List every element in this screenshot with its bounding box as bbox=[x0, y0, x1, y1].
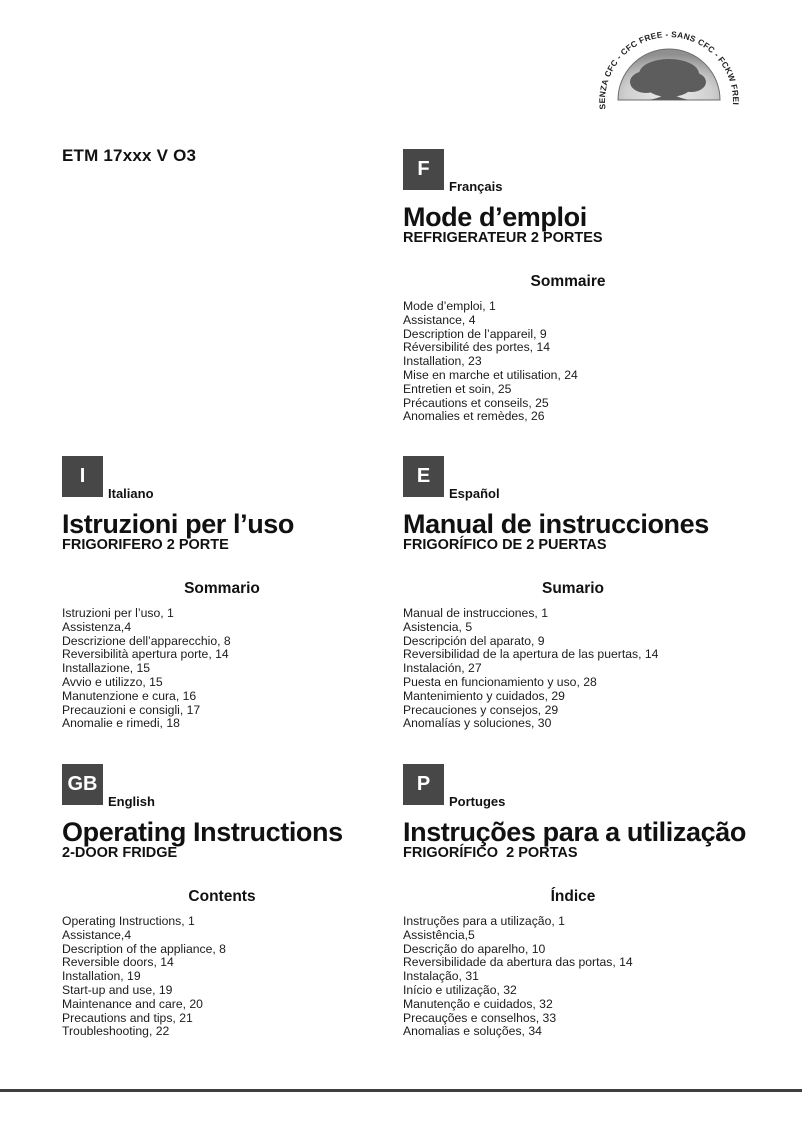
toc-item: Reversibilidad de la apertura de las puertas, 14 bbox=[403, 647, 659, 662]
toc-item: Maintenance and care, 20 bbox=[62, 996, 203, 1011]
toc-item: Anomalias e soluções, 34 bbox=[403, 1024, 542, 1039]
toc-heading: Sommario bbox=[184, 580, 260, 597]
toc-list bbox=[403, 915, 743, 1039]
toc-heading: Sommaire bbox=[530, 273, 606, 290]
toc-item: Installation, 19 bbox=[62, 969, 141, 984]
language-badge-row bbox=[62, 764, 382, 809]
section-title: Instruções para a utilização bbox=[403, 817, 746, 847]
language-label: Italiano bbox=[108, 486, 154, 501]
toc-item: Manutenção e cuidados, 32 bbox=[403, 996, 553, 1011]
language-badge-row bbox=[403, 456, 743, 501]
language-label: Portuges bbox=[449, 794, 506, 809]
section-subtitle: REFRIGERATEUR 2 PORTES bbox=[403, 230, 603, 246]
toc-item: Asistencia, 5 bbox=[403, 619, 473, 634]
toc-heading: Contents bbox=[188, 888, 256, 905]
toc-item: Installazione, 15 bbox=[62, 661, 151, 676]
toc-item: Entretien et soin, 25 bbox=[403, 381, 512, 396]
toc-item: Precauções e conselhos, 33 bbox=[403, 1010, 557, 1025]
language-badge-e bbox=[403, 456, 444, 497]
language-label: Español bbox=[449, 486, 500, 501]
section-portuguese bbox=[403, 764, 746, 1039]
language-label: Français bbox=[449, 179, 503, 194]
language-badge-f bbox=[403, 149, 444, 190]
toc-list bbox=[403, 300, 733, 424]
toc-item: Réversibilité des portes, 14 bbox=[403, 340, 550, 355]
logo-arc-text: SENZA CFC - CFC FREE - SANS CFC - FCKW FREI bbox=[596, 29, 742, 110]
toc-item: Assistenza,4 bbox=[62, 619, 132, 634]
toc-item: Mantenimiento y cuidados, 29 bbox=[403, 688, 565, 703]
footer-divider bbox=[0, 1089, 802, 1092]
toc-list bbox=[403, 607, 743, 731]
badge-letter: GB bbox=[67, 773, 98, 795]
toc-item: Assistência,5 bbox=[403, 927, 475, 942]
toc-item: Operating Instructions, 1 bbox=[62, 914, 195, 928]
toc-item: Manual de instrucciones, 1 bbox=[403, 606, 548, 620]
section-italian bbox=[62, 456, 382, 731]
toc-item: Mode d’emploi, 1 bbox=[403, 299, 496, 313]
section-title: Manual de instrucciones bbox=[403, 509, 709, 539]
cfc-free-tree-logo bbox=[582, 22, 762, 122]
section-english bbox=[62, 764, 382, 1039]
language-badge-row bbox=[62, 456, 382, 501]
toc-item: Description de l’appareil, 9 bbox=[403, 326, 547, 341]
toc-item: Précautions et conseils, 25 bbox=[403, 395, 549, 410]
toc-item: Precautions and tips, 21 bbox=[62, 1010, 193, 1025]
toc-item: Instalação, 31 bbox=[403, 969, 479, 984]
section-subtitle: 2-DOOR FRIDGE bbox=[62, 845, 178, 861]
language-badge-gb bbox=[62, 764, 103, 805]
toc-item: Descrição do aparelho, 10 bbox=[403, 941, 546, 956]
toc-item: Anomalies et remèdes, 26 bbox=[403, 409, 545, 424]
section-spanish bbox=[403, 456, 743, 731]
language-label: English bbox=[108, 794, 155, 809]
badge-letter: P bbox=[416, 773, 431, 795]
toc-item: Descrizione dell’apparecchio, 8 bbox=[62, 633, 231, 648]
model-number: ETM 17xxx V O3 bbox=[62, 146, 197, 165]
toc-heading: Sumario bbox=[541, 580, 604, 597]
language-badge-i bbox=[62, 456, 103, 497]
toc-item: Reversibilità apertura porte, 14 bbox=[62, 647, 229, 662]
toc-item: Assistance, 4 bbox=[403, 312, 476, 327]
toc-item: Assistance,4 bbox=[62, 927, 132, 942]
badge-letter: F bbox=[417, 158, 430, 180]
toc-item: Anomalie e rimedi, 18 bbox=[62, 716, 180, 731]
language-badge-p bbox=[403, 764, 444, 805]
toc-list bbox=[62, 915, 382, 1039]
toc-item: Puesta en funcionamiento y uso, 28 bbox=[403, 674, 597, 689]
toc-list bbox=[62, 607, 382, 731]
section-title: Istruzioni per l’uso bbox=[62, 509, 295, 539]
toc-item: Installation, 23 bbox=[403, 354, 482, 369]
toc-item: Istruzioni per l’uso, 1 bbox=[62, 606, 174, 620]
section-subtitle: FRIGORÍFICO 2 PORTAS bbox=[403, 845, 578, 861]
toc-item: Manutenzione e cura, 16 bbox=[62, 688, 197, 703]
toc-item: Troubleshooting, 22 bbox=[62, 1024, 170, 1039]
section-subtitle: FRIGORÍFICO DE 2 PUERTAS bbox=[403, 537, 607, 553]
toc-heading: Índice bbox=[550, 888, 596, 905]
language-badge-row bbox=[403, 764, 743, 809]
section-subtitle: FRIGORIFERO 2 PORTE bbox=[62, 537, 229, 553]
toc-item: Precauciones y consejos, 29 bbox=[403, 702, 559, 717]
toc-item: Mise en marche et utilisation, 24 bbox=[403, 367, 578, 382]
toc-item: Precauzioni e consigli, 17 bbox=[62, 702, 201, 717]
toc-item: Avvio e utilizzo, 15 bbox=[62, 674, 163, 689]
toc-item: Início e utilização, 32 bbox=[403, 982, 517, 997]
toc-item: Anomalías y soluciones, 30 bbox=[403, 716, 552, 731]
section-title: Operating Instructions bbox=[62, 817, 343, 847]
badge-letter: I bbox=[79, 465, 86, 487]
toc-item: Description of the appliance, 8 bbox=[62, 941, 226, 956]
toc-item: Reversible doors, 14 bbox=[62, 955, 174, 970]
toc-item: Start-up and use, 19 bbox=[62, 982, 173, 997]
toc-item: Instruções para a utilização, 1 bbox=[403, 914, 565, 928]
language-badge-row bbox=[403, 149, 733, 194]
toc-item: Instalación, 27 bbox=[403, 661, 482, 676]
badge-letter: E bbox=[416, 465, 431, 487]
toc-item: Reversibilidade da abertura das portas, 14 bbox=[403, 955, 633, 970]
toc-item: Descripción del aparato, 9 bbox=[403, 633, 545, 648]
section-title: Mode d’emploi bbox=[403, 202, 587, 232]
section-french bbox=[403, 149, 733, 424]
